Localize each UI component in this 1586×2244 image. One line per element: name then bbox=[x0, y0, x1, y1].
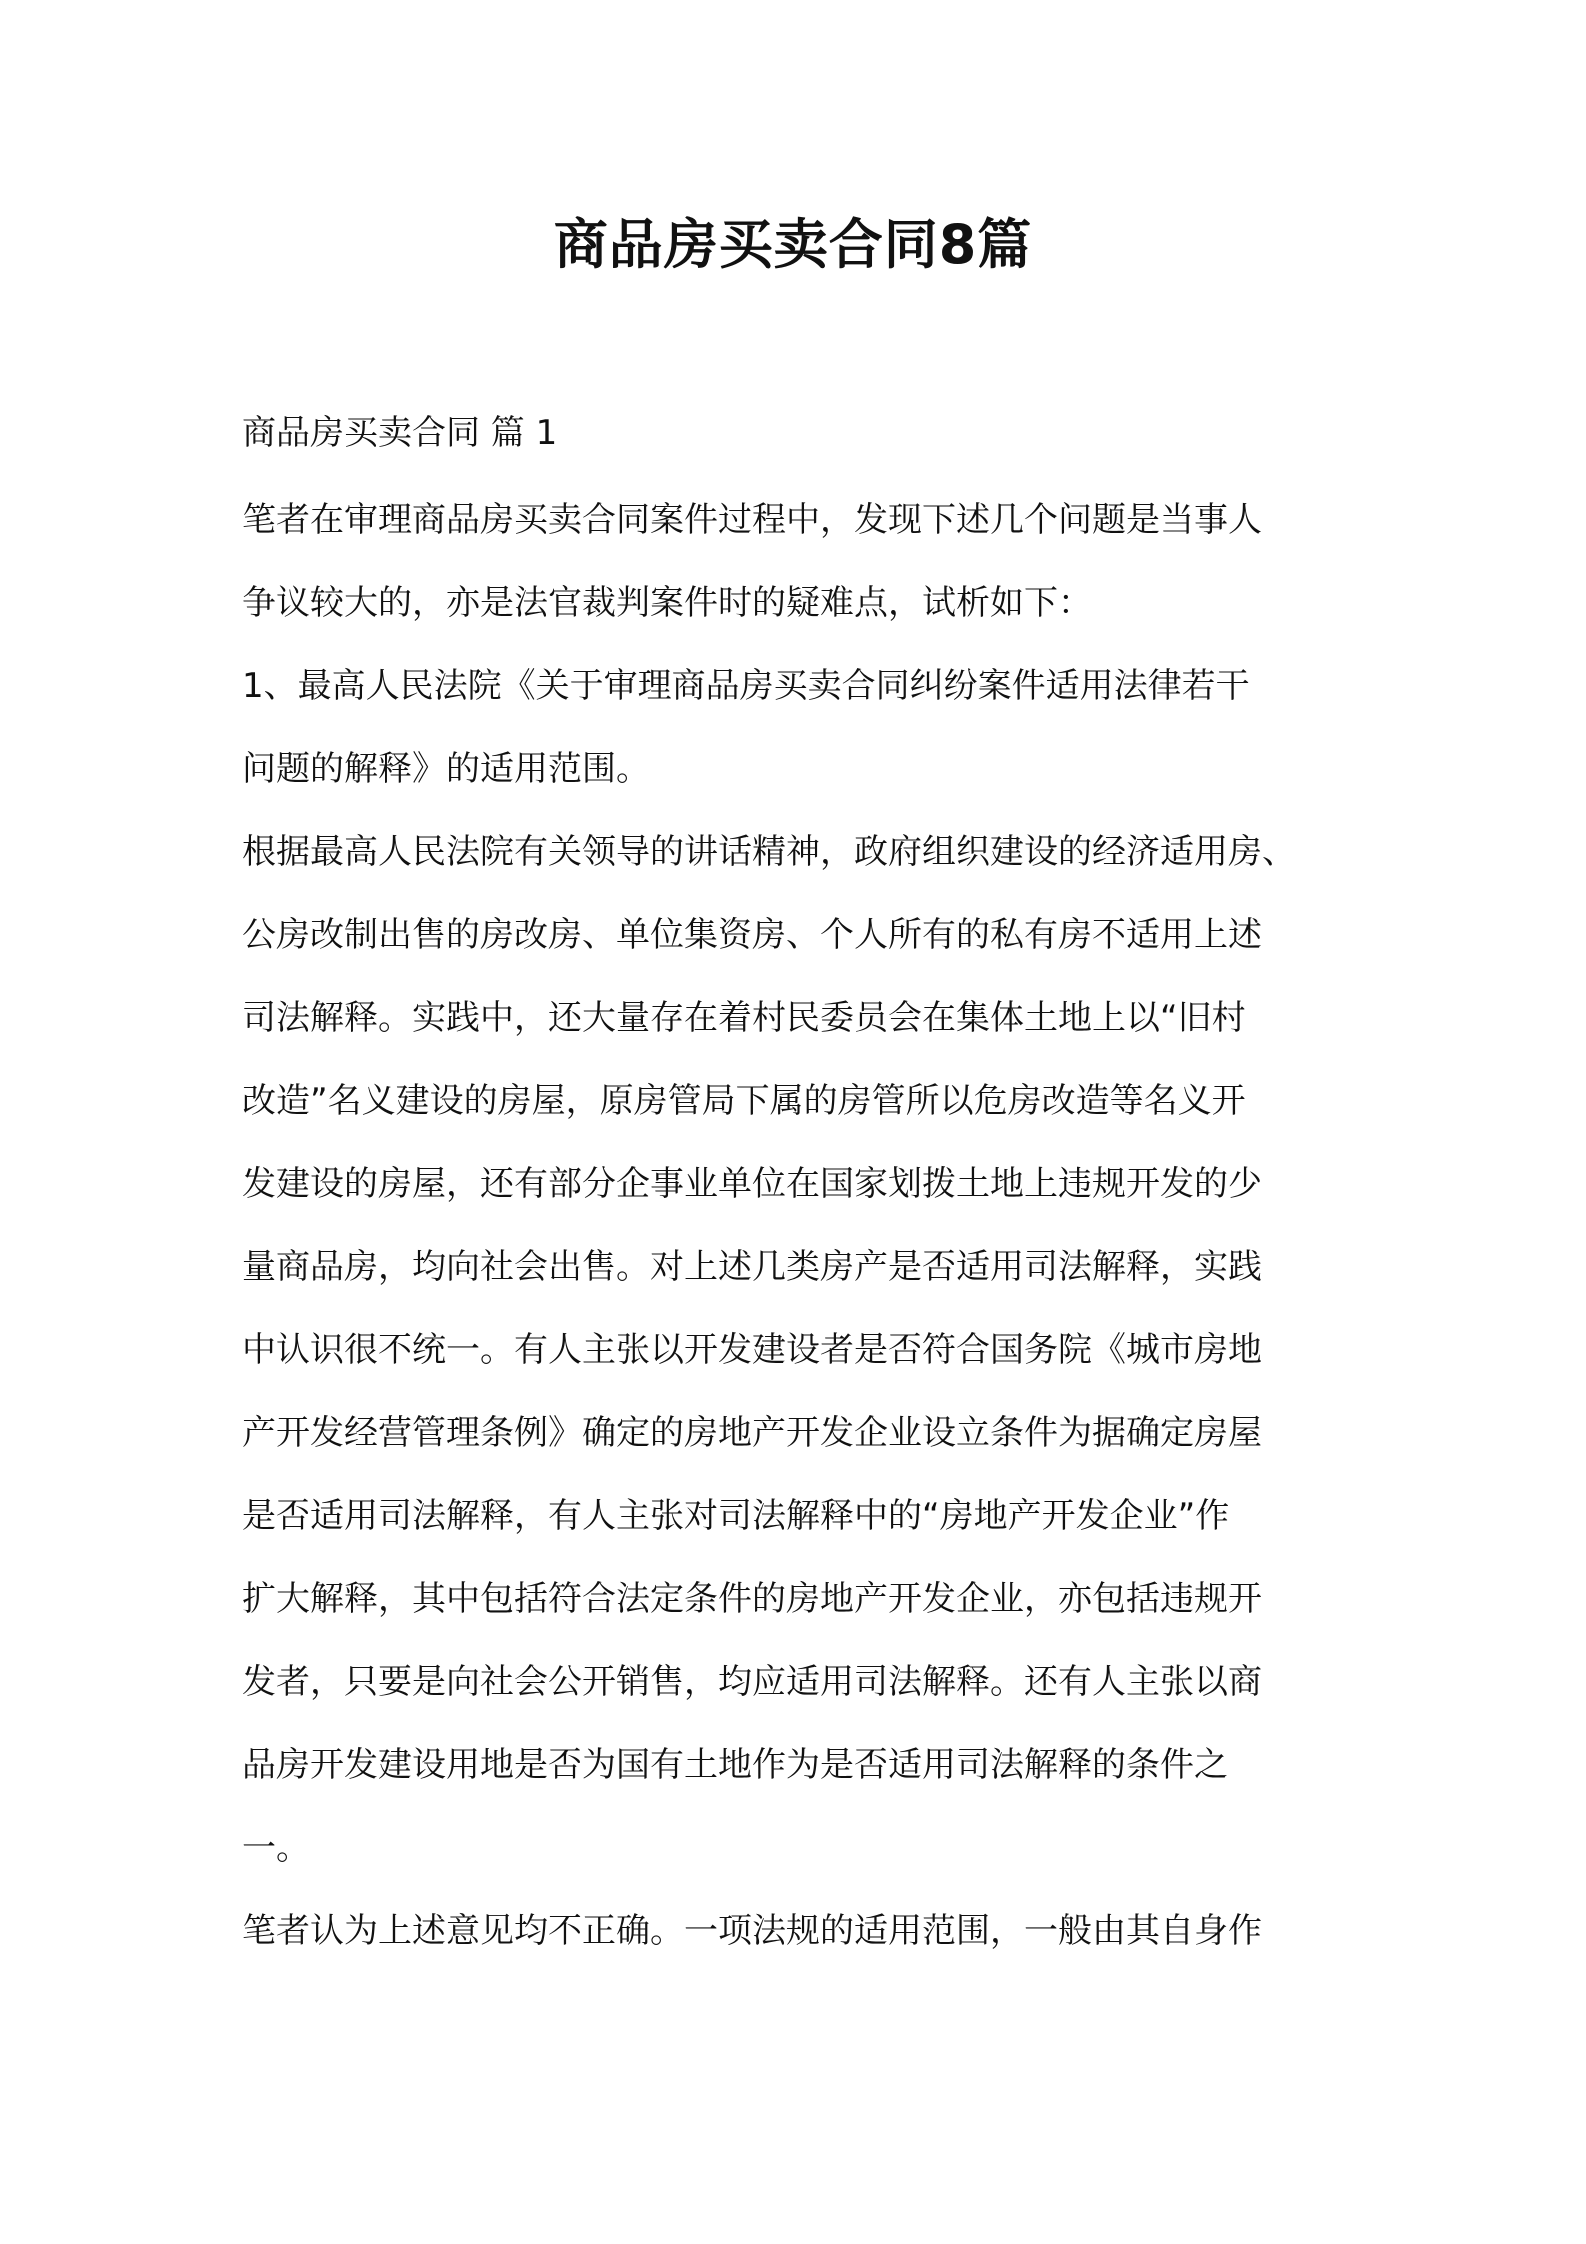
paragraph-line: 争议较大的，亦是法官裁判案件时的疑难点，试析如下： bbox=[242, 583, 1092, 623]
paragraph-line: 是否适用司法解释，有人主张对司法解释中的“房地产开发企业”作 bbox=[242, 1496, 1230, 1536]
paragraph-line: 中认识很不统一。有人主张以开发建设者是否符合国务院《城市房地 bbox=[242, 1330, 1262, 1370]
paragraph-line: 根据最高人民法院有关领导的讲话精神，政府组织建设的经济适用房、 bbox=[242, 832, 1296, 872]
paragraph-line: 发者，只要是向社会公开销售，均应适用司法解释。还有人主张以商 bbox=[242, 1662, 1262, 1702]
section-heading: 商品房买卖合同 篇 1 bbox=[242, 413, 558, 453]
paragraph-line: 品房开发建设用地是否为国有土地作为是否适用司法解释的条件之 bbox=[242, 1745, 1228, 1785]
paragraph-line: 1、最高人民法院《关于审理商品房买卖合同纠纷案件适用法律若干 bbox=[242, 666, 1250, 706]
paragraph-line: 发建设的房屋，还有部分企事业单位在国家划拨土地上违规开发的少 bbox=[242, 1164, 1262, 1204]
paragraph-line: 量商品房，均向社会出售。对上述几类房产是否适用司法解释，实践 bbox=[242, 1247, 1262, 1287]
paragraph-line: 问题的解释》的适用范围。 bbox=[242, 749, 650, 789]
paragraph-line: 一。 bbox=[242, 1828, 310, 1868]
paragraph-line: 改造”名义建设的房屋，原房管局下属的房管所以危房改造等名义开 bbox=[242, 1081, 1246, 1121]
paragraph-line: 笔者认为上述意见均不正确。一项法规的适用范围，一般由其自身作 bbox=[242, 1911, 1262, 1951]
paragraph-line: 笔者在审理商品房买卖合同案件过程中，发现下述几个问题是当事人 bbox=[242, 500, 1262, 540]
paragraph-line: 扩大解释，其中包括符合法定条件的房地产开发企业，亦包括违规开 bbox=[242, 1579, 1262, 1619]
paragraph-line: 公房改制出售的房改房、单位集资房、个人所有的私有房不适用上述 bbox=[242, 915, 1262, 955]
paragraph-line: 产开发经营管理条例》确定的房地产开发企业设立条件为据确定房屋 bbox=[242, 1413, 1262, 1453]
document-title: 商品房买卖合同8篇 bbox=[553, 213, 1033, 276]
paragraph-line: 司法解释。实践中，还大量存在着村民委员会在集体土地上以“旧村 bbox=[242, 998, 1246, 1038]
